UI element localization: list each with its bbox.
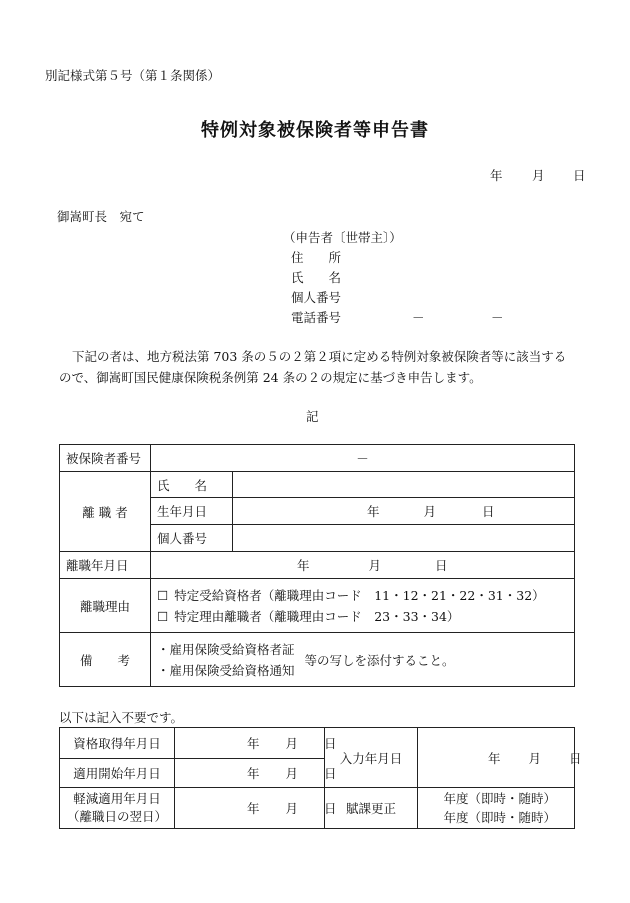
body-line-2: ので、御嵩町国民健康保険税条例第 24 条の２の規定に基づき申告します。 <box>59 370 482 385</box>
date-day-label: 日 <box>573 168 586 183</box>
reduction-year: 年 <box>247 801 260 816</box>
retire-year: 年 <box>297 558 310 573</box>
reassess-field[interactable] <box>418 788 575 829</box>
reduction-day: 日 <box>324 801 337 816</box>
insured-number-dash: － <box>356 451 369 466</box>
addressee: 御嵩町長 宛て <box>57 209 145 224</box>
reassess-label: 賦課更正 <box>325 788 418 829</box>
applied-date-label: 適用開始年月日 <box>60 759 175 788</box>
birth-year: 年 <box>367 504 380 519</box>
applied-date-field[interactable] <box>175 759 337 788</box>
retiree-birth-label: 生年月日 <box>151 498 233 525</box>
fiscal-option-2: 年度（即時・随時） <box>443 810 556 825</box>
entry-day: 日 <box>569 750 582 766</box>
remarks-suffix: 等の写しを添付すること。 <box>304 652 455 668</box>
form-reference: 別記様式第５号（第１条関係） <box>45 68 221 83</box>
acquired-year: 年 <box>247 736 260 751</box>
retiree-table <box>59 444 575 687</box>
date-month-label: 月 <box>532 168 545 183</box>
declarant-heading: （申告者〔世帯主〕） <box>283 230 402 245</box>
declarant-name-label: 氏 名 <box>291 270 342 285</box>
retire-date-label: 離職年月日 <box>60 552 151 579</box>
document-title: 特例対象被保険者等申告書 <box>201 120 429 141</box>
applied-day: 日 <box>324 766 337 781</box>
phone-dash-1: － <box>412 310 425 325</box>
insured-number-label: 被保険者番号 <box>60 445 151 472</box>
reason-option-1[interactable]: ☐ 特定受給資格者（離職理由コード 11・12・21・22・31・32） <box>157 585 568 606</box>
checkbox-icon[interactable]: ☐ <box>157 587 169 603</box>
entry-date-field[interactable] <box>418 728 582 788</box>
declarant-phone-label: 電話番号 <box>291 310 342 325</box>
acquired-month: 月 <box>285 736 299 751</box>
retiree-label: 離 職 者 <box>60 472 151 552</box>
birth-month: 月 <box>423 504 437 519</box>
declarant-personal-number-label: 個人番号 <box>291 290 342 305</box>
checkbox-icon[interactable]: ☐ <box>157 608 169 624</box>
entry-year: 年 <box>488 750 501 766</box>
date-year-label: 年 <box>490 168 503 183</box>
applied-month: 月 <box>285 766 299 781</box>
not-required-note: 以下は記入不要です。 <box>59 710 184 725</box>
remarks-item-2: ・雇用保険受給資格通知 <box>157 662 295 678</box>
entry-month: 月 <box>528 750 542 766</box>
retiree-birth-field[interactable] <box>233 498 575 525</box>
declarant-address-label: 住 所 <box>291 250 342 265</box>
reduction-date-field[interactable] <box>175 788 337 829</box>
reduction-date-label: 軽減適用年月日 （離職日の翌日） <box>60 788 175 829</box>
retire-day: 日 <box>435 558 448 573</box>
phone-dash-2: － <box>491 310 504 325</box>
birth-day: 日 <box>482 504 495 519</box>
remarks-label: 備 考 <box>60 633 151 687</box>
office-use-table <box>59 727 582 829</box>
retire-month: 月 <box>368 558 382 573</box>
retiree-personal-number-field[interactable] <box>233 525 575 552</box>
reason-options <box>151 579 575 633</box>
acquired-date-field[interactable] <box>175 728 337 759</box>
acquired-day: 日 <box>324 736 337 751</box>
body-line-1: 下記の者は、地方税法第 703 条の５の２第２項に定める特例対象被保険者等に該当する <box>72 349 567 364</box>
reason-label: 離職理由 <box>60 579 151 633</box>
remarks-content <box>151 633 575 687</box>
reason-option-2[interactable]: ☐ 特定理由離職者（離職理由コード 23・33・34） <box>157 606 568 627</box>
insured-number-field[interactable] <box>151 445 575 472</box>
reduction-month: 月 <box>285 801 299 816</box>
retire-date-field[interactable] <box>151 552 575 579</box>
entry-date-label: 入力年月日 <box>325 728 418 788</box>
acquired-date-label: 資格取得年月日 <box>60 728 175 759</box>
fiscal-option-1: 年度（即時・随時） <box>443 791 556 806</box>
retiree-personal-number-label: 個人番号 <box>151 525 233 552</box>
ki-label: 記 <box>306 409 319 424</box>
applied-year: 年 <box>247 766 260 781</box>
retiree-name-label: 氏 名 <box>151 472 233 498</box>
remarks-item-1: ・雇用保険受給資格者証 <box>157 641 295 657</box>
retiree-name-field[interactable] <box>233 472 575 498</box>
